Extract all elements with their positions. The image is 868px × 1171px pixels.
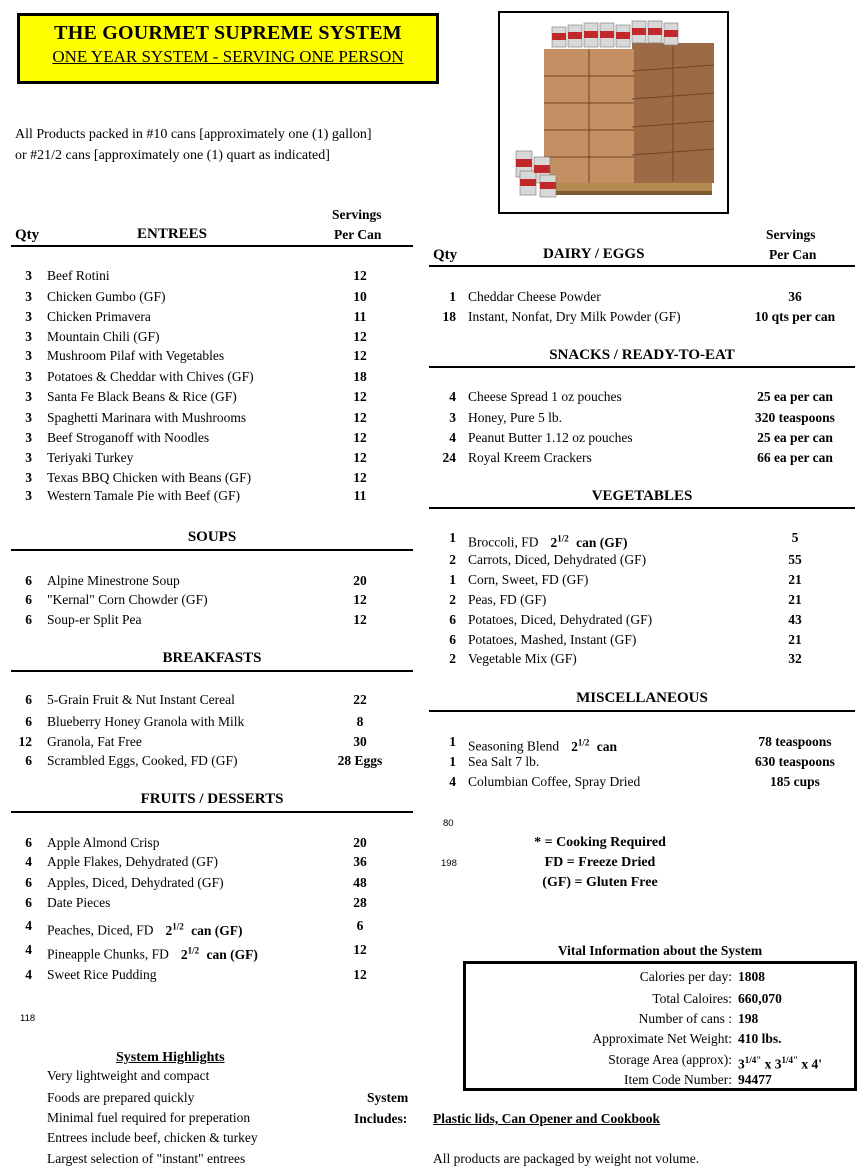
item-name xyxy=(47,346,224,366)
item-servings: 28 Eggs xyxy=(337,753,383,768)
storage-x2: x 4' xyxy=(798,1056,823,1072)
item-qty: 2 xyxy=(449,552,456,567)
item-name-text: Alpine Minestrone Soup xyxy=(47,573,180,588)
can-size-whole: 2 xyxy=(165,922,173,938)
vital-label: Item Code Number: xyxy=(624,1072,732,1087)
item-name-text: Mountain Chili (GF) xyxy=(47,329,160,344)
vital-row xyxy=(466,989,854,1009)
vegetables-title: VEGETABLES xyxy=(591,488,693,504)
item-servings: 66 ea per can xyxy=(757,450,833,465)
item-qty: 6 xyxy=(25,895,32,910)
item-servings: 10 xyxy=(353,289,367,304)
item-servings: 5 xyxy=(791,530,799,545)
item-name-text: Western Tamale Pie with Beef (GF) xyxy=(47,488,241,503)
item-servings: 21 xyxy=(788,572,802,587)
item-qty: 3 xyxy=(25,329,32,344)
list-item xyxy=(0,266,868,286)
breakfasts-title: BREAKFASTS xyxy=(162,650,262,666)
item-name xyxy=(468,649,577,669)
list-item xyxy=(0,468,868,488)
item-name xyxy=(47,833,160,853)
item-name-text: Peas, FD (GF) xyxy=(468,592,547,607)
item-qty: 1 xyxy=(449,734,456,749)
item-name xyxy=(47,486,240,506)
item-servings: 12 xyxy=(353,967,367,982)
item-servings: 12 xyxy=(353,268,367,283)
list-item xyxy=(0,408,868,428)
item-qty: 3 xyxy=(25,410,32,425)
qty-header-left: Qty xyxy=(15,227,40,243)
can-label: can xyxy=(593,738,618,754)
item-qty: 6 xyxy=(25,714,32,729)
list-item xyxy=(0,630,868,650)
list-item xyxy=(0,387,868,407)
item-qty: 3 xyxy=(25,389,32,404)
breakfasts-rule xyxy=(11,670,413,672)
list-item xyxy=(0,550,868,570)
item-servings: 11 xyxy=(353,488,367,503)
item-name-text: Granola, Fat Free xyxy=(47,734,142,749)
item-name-text: Columbian Coffee, Spray Dried xyxy=(468,774,641,789)
item-name-text: Chicken Primavera xyxy=(47,309,151,324)
list-item xyxy=(0,287,868,307)
entrees-rule xyxy=(11,245,413,247)
storage-b-fraction: 1/4" xyxy=(781,1055,798,1065)
item-qty: 1 xyxy=(449,289,456,304)
can-size-whole: 2 xyxy=(571,738,578,754)
item-name-text: Broccoli, FD xyxy=(468,534,539,550)
intro-text xyxy=(15,124,372,166)
item-qty: 4 xyxy=(25,942,32,957)
can-size xyxy=(181,947,258,962)
item-servings: 36 xyxy=(353,854,367,869)
item-qty: 18 xyxy=(442,309,456,324)
list-item xyxy=(0,649,868,669)
item-name xyxy=(468,408,562,428)
per-can-header-right: Per Can xyxy=(769,247,817,262)
can-size xyxy=(165,923,242,938)
item-name xyxy=(468,307,681,327)
item-servings: 12 xyxy=(353,430,367,445)
item-name-text: Santa Fe Black Beans & Rice (GF) xyxy=(47,389,237,404)
pallet-illustration xyxy=(500,13,727,212)
list-item xyxy=(0,916,868,936)
item-servings: 48 xyxy=(353,875,367,890)
can-size-whole: 2 xyxy=(550,534,558,550)
item-name-text: Potatoes & Cheddar with Chives (GF) xyxy=(47,369,254,384)
item-qty: 6 xyxy=(449,612,456,627)
list-item xyxy=(0,772,868,792)
item-servings: 12 xyxy=(353,450,367,465)
item-name-text: Corn, Sweet, FD (GF) xyxy=(468,572,589,587)
item-name-text: Carrots, Diced, Dehydrated (GF) xyxy=(468,552,647,567)
item-name-text: Royal Kreem Crackers xyxy=(468,450,592,465)
can-size-whole: 2 xyxy=(180,946,188,962)
item-servings: 18 xyxy=(353,369,367,384)
vital-label: Number of cans : xyxy=(638,1011,732,1026)
list-item xyxy=(0,893,868,913)
servings-header-right: Servings xyxy=(766,227,816,242)
list-item xyxy=(0,712,868,732)
list-item xyxy=(0,732,868,752)
item-servings: 8 xyxy=(356,714,364,729)
item-qty: 4 xyxy=(449,389,456,404)
item-qty: 3 xyxy=(25,430,32,445)
item-qty: 3 xyxy=(25,348,32,363)
item-name xyxy=(468,550,646,570)
item-qty: 3 xyxy=(25,369,32,384)
item-servings: 12 xyxy=(353,612,367,627)
item-name-text: Pineapple Chunks, FD xyxy=(47,946,169,962)
footer-note: All products are packaged by weight not volume. xyxy=(433,1151,700,1166)
item-name-text: Apple Almond Crisp xyxy=(47,835,160,850)
item-name xyxy=(47,690,235,710)
vital-value: 198 xyxy=(738,1011,759,1026)
item-servings: 43 xyxy=(788,612,802,627)
title-box xyxy=(17,13,439,84)
note-80: 80 xyxy=(443,818,454,829)
item-servings: 12 xyxy=(353,592,367,607)
item-servings: 22 xyxy=(353,692,367,707)
item-name-text: Seasoning Blend xyxy=(468,738,560,754)
storage-x1: x 3 xyxy=(761,1056,782,1072)
item-servings: 21 xyxy=(788,592,802,607)
item-servings: 30 xyxy=(353,734,367,749)
item-name-text: Mushroom Pilaf with Vegetables xyxy=(47,348,225,363)
item-name-text: "Kernal" Corn Chowder (GF) xyxy=(47,592,208,607)
item-name-text: Blueberry Honey Granola with Milk xyxy=(47,714,245,729)
item-qty: 12 xyxy=(18,734,32,749)
vital-row xyxy=(466,1009,854,1029)
intro-line-2: or #21/2 cans [approximately one (1) quart as indicated] xyxy=(15,148,330,163)
entrees-title: ENTREES xyxy=(137,226,208,242)
fruits-rule xyxy=(11,811,413,813)
item-servings: 630 teaspoons xyxy=(755,754,835,769)
can-size-fraction: 1/2 xyxy=(577,737,590,747)
item-name-text: Texas BBQ Chicken with Beans (GF) xyxy=(47,470,252,485)
item-qty: 2 xyxy=(449,592,456,607)
misc-title: MISCELLANEOUS xyxy=(576,690,708,706)
item-qty: 4 xyxy=(25,918,32,933)
item-name xyxy=(47,852,218,872)
item-name xyxy=(468,570,588,590)
item-name xyxy=(468,752,539,772)
item-name xyxy=(47,873,224,893)
misc-rule xyxy=(429,710,855,712)
item-servings: 28 xyxy=(353,895,367,910)
item-servings: 25 ea per can xyxy=(757,430,833,445)
item-servings: 6 xyxy=(356,918,364,933)
item-servings: 320 teaspoons xyxy=(755,410,835,425)
can-label: can (GF) xyxy=(572,534,628,550)
item-name xyxy=(47,893,110,913)
item-qty: 1 xyxy=(449,572,456,587)
vital-row xyxy=(466,1050,854,1070)
note-118: 118 xyxy=(20,1013,36,1024)
item-servings: 12 xyxy=(353,942,367,957)
item-name-text: Sea Salt 7 lb. xyxy=(468,754,540,769)
item-name xyxy=(468,428,633,448)
highlight-item: Entrees include beef, chicken & turkey xyxy=(47,1130,258,1145)
list-item xyxy=(0,590,868,610)
item-servings: 55 xyxy=(788,552,802,567)
vital-row xyxy=(466,1070,854,1090)
legend-cooking: * = Cooking Required xyxy=(534,835,666,850)
item-qty: 6 xyxy=(25,573,32,588)
highlight-item: Foods are prepared quickly xyxy=(47,1090,195,1105)
item-name-text: Soup-er Split Pea xyxy=(47,612,142,627)
includes-label: Includes: xyxy=(354,1111,408,1126)
item-name xyxy=(47,712,244,732)
item-servings: 12 xyxy=(353,329,367,344)
item-servings: 12 xyxy=(353,389,367,404)
can-label: can (GF) xyxy=(187,922,243,938)
vital-row xyxy=(466,1029,854,1049)
vital-value: 660,070 xyxy=(738,991,782,1006)
vital-value: 410 lbs. xyxy=(738,1031,782,1046)
item-servings: 78 teaspoons xyxy=(758,734,832,749)
legend-fd: FD = Freeze Dried xyxy=(544,855,656,870)
vital-row xyxy=(466,967,854,987)
dairy-rule xyxy=(429,265,855,267)
item-name xyxy=(47,940,258,965)
snacks-title: SNACKS / READY-TO-EAT xyxy=(549,347,735,363)
item-servings: 36 xyxy=(788,289,802,304)
item-name-text: Honey, Pure 5 lb. xyxy=(468,410,562,425)
item-qty: 6 xyxy=(25,612,32,627)
item-qty: 6 xyxy=(25,692,32,707)
item-name-text: Teriyaki Turkey xyxy=(47,450,134,465)
item-qty: 6 xyxy=(449,632,456,647)
item-name xyxy=(468,610,652,630)
item-name xyxy=(468,630,636,650)
item-qty: 3 xyxy=(25,309,32,324)
list-item xyxy=(0,610,868,630)
item-name-text: Cheese Spread 1 oz pouches xyxy=(468,389,622,404)
system-title: THE GOURMET SUPREME SYSTEM xyxy=(54,22,402,44)
item-servings: 12 xyxy=(353,410,367,425)
item-name xyxy=(47,367,254,387)
list-item xyxy=(0,570,868,590)
item-qty: 3 xyxy=(449,410,456,425)
item-name-text: Chicken Gumbo (GF) xyxy=(47,289,166,304)
system-label: System xyxy=(367,1090,409,1105)
vital-label: Calories per day: xyxy=(639,969,732,984)
item-name xyxy=(468,590,546,610)
item-name-text: Apples, Diced, Dehydrated (GF) xyxy=(47,875,224,890)
item-name-text: Beef Rotini xyxy=(47,268,110,283)
list-item xyxy=(0,307,868,327)
list-item xyxy=(0,367,868,387)
can-label: can (GF) xyxy=(203,946,258,962)
item-qty: 24 xyxy=(442,450,456,465)
fruits-title: FRUITS / DESSERTS xyxy=(140,791,284,807)
item-qty: 6 xyxy=(25,753,32,768)
item-name xyxy=(47,327,160,347)
item-qty: 6 xyxy=(25,592,32,607)
highlight-item: Minimal fuel required for preperation xyxy=(47,1110,251,1125)
item-qty: 4 xyxy=(449,774,456,789)
item-servings: 10 qts per can xyxy=(754,309,836,324)
intro-line-1: All Products packed in #10 cans [approximately one (1) gallon] xyxy=(15,127,372,142)
item-name xyxy=(47,965,157,985)
item-name-text: Scrambled Eggs, Cooked, FD (GF) xyxy=(47,753,238,768)
item-name-text: Instant, Nonfat, Dry Milk Powder (GF) xyxy=(468,309,681,324)
item-name xyxy=(468,287,601,307)
item-qty: 3 xyxy=(25,289,32,304)
per-can-header-left: Per Can xyxy=(334,227,382,242)
item-qty: 1 xyxy=(449,530,456,545)
vegetables-rule xyxy=(429,507,855,509)
item-servings: 21 xyxy=(788,632,802,647)
vital-value: 1808 xyxy=(738,969,765,984)
snacks-rule xyxy=(429,366,855,368)
vital-label: Storage Area (approx): xyxy=(608,1052,732,1067)
item-qty: 3 xyxy=(25,488,32,503)
qty-header-right: Qty xyxy=(433,247,458,263)
soups-title: SOUPS xyxy=(187,529,237,545)
vital-title: Vital Information about the System xyxy=(557,943,763,958)
item-servings: 12 xyxy=(353,470,367,485)
item-name-text: Vegetable Mix (GF) xyxy=(468,651,577,666)
highlight-item: Very lightweight and compact xyxy=(47,1068,210,1083)
item-servings: 11 xyxy=(353,309,367,324)
list-item xyxy=(0,752,868,772)
item-qty: 3 xyxy=(25,470,32,485)
includes-value: Plastic lids, Can Opener and Cookbook xyxy=(433,1111,661,1126)
item-servings: 32 xyxy=(788,651,802,666)
dairy-title: DAIRY / EGGS xyxy=(543,246,645,262)
list-item xyxy=(0,528,868,548)
item-name-text: Date Pieces xyxy=(47,895,111,910)
item-name xyxy=(468,448,592,468)
item-name-text: 5-Grain Fruit & Nut Instant Cereal xyxy=(47,692,235,707)
item-name-text: Peaches, Diced, FD xyxy=(47,922,154,938)
system-subtitle: ONE YEAR SYSTEM - SERVING ONE PERSON xyxy=(52,47,404,66)
can-size-fraction: 1/2 xyxy=(557,533,569,543)
item-servings: 20 xyxy=(353,573,367,588)
highlights-title: System Highlights xyxy=(116,1050,225,1065)
note-198: 198 xyxy=(441,858,457,869)
item-name-text: Potatoes, Diced, Dehydrated (GF) xyxy=(468,612,653,627)
item-name-text: Sweet Rice Pudding xyxy=(47,967,157,982)
item-servings: 25 ea per can xyxy=(757,389,833,404)
list-item xyxy=(0,873,868,893)
item-qty: 6 xyxy=(25,835,32,850)
legend-gf: (GF) = Gluten Free xyxy=(542,875,658,890)
can-size-fraction: 1/2 xyxy=(187,945,200,955)
list-item xyxy=(0,327,868,347)
item-name-text: Beef Stroganoff with Noodles xyxy=(47,430,210,445)
list-item xyxy=(0,833,868,853)
servings-header-left: Servings xyxy=(332,207,382,222)
item-name xyxy=(47,266,110,286)
can-size-fraction: 1/2 xyxy=(172,921,184,931)
item-servings: 12 xyxy=(353,348,367,363)
item-name xyxy=(468,528,628,553)
item-servings: 185 cups xyxy=(770,774,820,789)
item-qty: 3 xyxy=(25,450,32,465)
item-qty: 1 xyxy=(449,754,456,769)
vital-value: 94477 xyxy=(738,1072,772,1087)
storage-a-fraction: 1/4" xyxy=(744,1055,762,1065)
item-name xyxy=(47,468,251,488)
can-size xyxy=(551,535,628,550)
item-qty: 4 xyxy=(25,854,32,869)
item-name xyxy=(468,772,640,792)
product-photo xyxy=(498,11,729,214)
vital-label: Approximate Net Weight: xyxy=(592,1031,732,1046)
item-qty: 3 xyxy=(25,268,32,283)
item-name-text: Spaghetti Marinara with Mushrooms xyxy=(47,410,247,425)
storage-a: 3 xyxy=(738,1056,745,1072)
list-item xyxy=(0,448,868,468)
item-name-text: Potatoes, Mashed, Instant (GF) xyxy=(468,632,637,647)
item-name-text: Peanut Butter 1.12 oz pouches xyxy=(468,430,633,445)
item-name-text: Apple Flakes, Dehydrated (GF) xyxy=(47,854,218,869)
item-name xyxy=(47,916,243,941)
highlight-item: Largest selection of "instant" entrees xyxy=(47,1151,246,1166)
item-qty: 4 xyxy=(25,967,32,982)
list-item xyxy=(0,852,868,872)
vital-label: Total Caloires: xyxy=(652,991,732,1006)
list-item xyxy=(0,428,868,448)
item-qty: 6 xyxy=(25,875,32,890)
vital-info-box xyxy=(463,961,857,1091)
item-qty: 2 xyxy=(449,651,456,666)
item-servings: 20 xyxy=(353,835,367,850)
item-qty: 4 xyxy=(449,430,456,445)
item-name xyxy=(468,387,622,407)
item-name-text: Cheddar Cheese Powder xyxy=(468,289,601,304)
